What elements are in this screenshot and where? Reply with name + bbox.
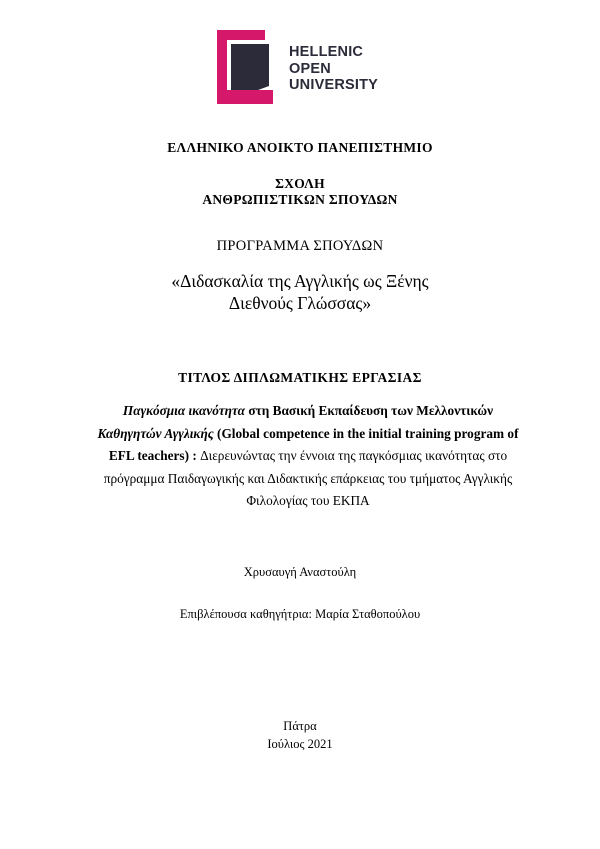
title-part-3: Καθηγητών Αγγλικής — [97, 425, 214, 441]
hou-logo-mark-icon — [217, 30, 289, 104]
hou-logo — [217, 30, 387, 104]
school-line-2: ΑΝΘΡΩΠΙΣΤΙΚΩΝ ΣΠΟΥΔΩΝ — [202, 192, 398, 207]
logo-wordmark — [289, 44, 378, 94]
title-part-1: Παγκόσμια ικανότητα — [122, 403, 246, 418]
school-line-1: ΣΧΟΛΗ — [275, 176, 325, 191]
program-name-line-1: «Διδασκαλία της Αγγλικής ως Ξένης — [171, 271, 429, 291]
author-name: Χρυσαυγή Αναστούλη — [243, 565, 357, 579]
institution-name: ΕΛΛΗΝΙΚΟ ΑΝΟΙΚΤΟ ΠΑΝΕΠΙΣΤΗΜΙΟ — [167, 140, 433, 155]
school-name — [0, 176, 600, 208]
logo-line-2: OPEN — [289, 60, 331, 77]
program-label: ΠΡΟΓΡΑΜΜΑ ΣΠΟΥΔΩΝ — [216, 238, 384, 254]
place: Πάτρα — [283, 719, 317, 733]
thesis-title — [96, 400, 520, 513]
title-part-5: Διερευνώντας την έννοια της παγκόσμιας ικανότητας στο πρόγραμμα Παιδαγωγικής και Διδακτικής επάρκειας του τμήματος Αγγλικής Φιλολογίας του ΕΚΠΑ — [103, 448, 513, 508]
logo-line-3: UNIVERSITY — [289, 77, 379, 93]
supervisor: Επιβλέπουσα καθηγήτρια: Μαρία Σταθοπούλου — [179, 607, 421, 621]
program-name — [0, 270, 600, 314]
thesis-heading: ΤΙΤΛΟΣ ΔΙΠΛΩΜΑΤΙΚΗΣ ΕΡΓΑΣΙΑΣ — [178, 370, 422, 385]
logo-line-1: HELLENIC — [289, 44, 364, 60]
place-date — [0, 717, 600, 753]
title-part-2: στη Βασική Εκπαίδευση των Μελλοντικών — [245, 403, 494, 418]
title-part-4: (Global competence in the initial training program of EFL teachers) : — [108, 425, 519, 463]
program-name-line-2: Διεθνούς Γλώσσας» — [228, 293, 372, 313]
date: Ιούλιος 2021 — [267, 737, 333, 751]
